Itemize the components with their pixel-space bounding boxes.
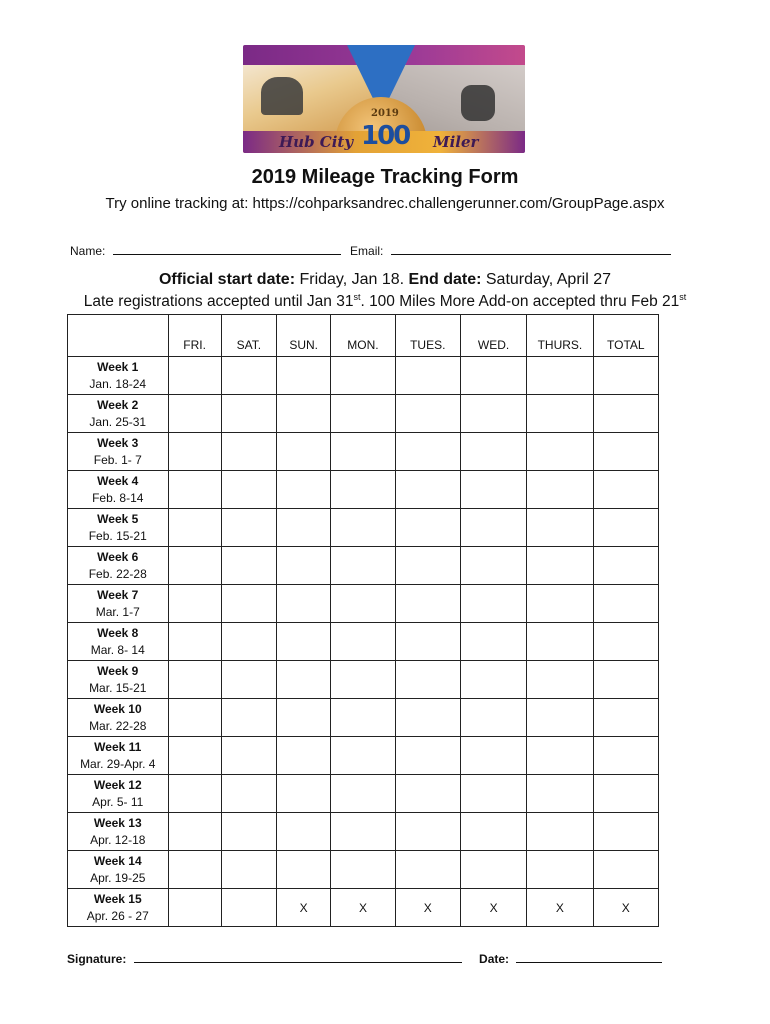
- week-name: Week 11: [94, 739, 142, 754]
- mileage-entry-cell[interactable]: [331, 775, 395, 813]
- mileage-entry-cell[interactable]: [221, 509, 276, 547]
- mileage-entry-cell[interactable]: [395, 775, 460, 813]
- mileage-entry-cell[interactable]: [593, 357, 658, 395]
- table-row: [68, 509, 659, 547]
- week-label-cell: [68, 395, 169, 433]
- week-date-range: Feb. 1- 7: [93, 452, 142, 467]
- mileage-entry-cell[interactable]: [168, 775, 221, 813]
- mileage-entry-cell[interactable]: [395, 661, 460, 699]
- mileage-entry-cell[interactable]: [395, 585, 460, 623]
- week-date-range: Mar. 29-Apr. 4: [80, 756, 156, 771]
- logo-text-hub-city: Hub City: [279, 133, 354, 151]
- mileage-entry-cell[interactable]: [593, 737, 658, 775]
- week-name: Week 14: [93, 853, 142, 868]
- week-label-cell: [68, 547, 169, 585]
- official-dates-line: [0, 271, 770, 289]
- week-label-cell: [68, 433, 169, 471]
- mileage-entry-cell[interactable]: [277, 661, 331, 699]
- week-name: Week 3: [97, 435, 139, 450]
- mileage-entry-cell[interactable]: X: [331, 889, 395, 927]
- mileage-entry-cell[interactable]: [395, 737, 460, 775]
- mileage-entry-cell[interactable]: [460, 699, 526, 737]
- mileage-entry-cell[interactable]: [527, 851, 593, 889]
- mileage-entry-cell[interactable]: [168, 699, 221, 737]
- mileage-entry-cell[interactable]: [527, 547, 593, 585]
- mileage-entry-cell[interactable]: [277, 585, 331, 623]
- week-date-range: Mar. 22-28: [89, 718, 147, 733]
- mileage-entry-cell[interactable]: [277, 357, 331, 395]
- mileage-entry-cell[interactable]: [331, 699, 395, 737]
- week-date-range: Feb. 8-14: [92, 490, 144, 505]
- mileage-entry-cell[interactable]: [277, 471, 331, 509]
- email-field-line[interactable]: [391, 242, 671, 255]
- mileage-entry-cell[interactable]: [460, 813, 526, 851]
- week-label-cell: [68, 585, 169, 623]
- mileage-entry-cell[interactable]: [593, 775, 658, 813]
- column-header: TOTAL: [593, 315, 658, 357]
- contact-fields-row: [70, 242, 671, 258]
- mileage-entry-cell[interactable]: [593, 395, 658, 433]
- mileage-entry-cell[interactable]: [331, 851, 395, 889]
- mileage-entry-cell[interactable]: [168, 623, 221, 661]
- week-name: Week 6: [97, 549, 139, 564]
- mileage-entry-cell[interactable]: [168, 889, 221, 927]
- week-name: Week 10: [93, 701, 142, 716]
- table-row: [68, 547, 659, 585]
- table-row: [68, 737, 659, 775]
- mileage-entry-cell[interactable]: [221, 471, 276, 509]
- email-label: Email:: [350, 244, 384, 258]
- mileage-entry-cell[interactable]: [395, 395, 460, 433]
- table-row: [68, 851, 659, 889]
- mileage-entry-cell[interactable]: [527, 357, 593, 395]
- mileage-entry-cell[interactable]: [168, 547, 221, 585]
- date-line[interactable]: [516, 950, 662, 963]
- mileage-entry-cell[interactable]: [168, 851, 221, 889]
- mileage-entry-cell[interactable]: [527, 699, 593, 737]
- mileage-entry-cell[interactable]: [331, 661, 395, 699]
- mileage-table: [67, 314, 659, 927]
- mileage-entry-cell[interactable]: [277, 775, 331, 813]
- week-label-cell: [68, 813, 169, 851]
- mileage-entry-cell[interactable]: [460, 357, 526, 395]
- week-date-range: Jan. 25-31: [89, 414, 147, 429]
- mileage-entry-cell[interactable]: [221, 547, 276, 585]
- mileage-entry-cell[interactable]: [527, 623, 593, 661]
- mileage-entry-cell[interactable]: [593, 623, 658, 661]
- table-header-row: [68, 315, 659, 357]
- week-label-cell: [68, 357, 169, 395]
- week-date-range: Apr. 12-18: [90, 832, 146, 847]
- week-label-cell: [68, 623, 169, 661]
- mileage-entry-cell[interactable]: [593, 851, 658, 889]
- signature-line[interactable]: [134, 950, 462, 963]
- week-label-cell: [68, 851, 169, 889]
- table-row: [68, 395, 659, 433]
- mileage-entry-cell[interactable]: [395, 471, 460, 509]
- start-date-value: Friday, Jan 18.: [295, 271, 409, 288]
- hub-city-100-miler-logo: [243, 45, 525, 153]
- mileage-entry-cell[interactable]: [527, 395, 593, 433]
- mileage-entry-cell[interactable]: [593, 585, 658, 623]
- mileage-entry-cell[interactable]: [593, 699, 658, 737]
- end-date-label: End date:: [408, 271, 482, 288]
- add-on-text: . 100 Miles More Add-on accepted thru Feb 21: [360, 293, 680, 311]
- logo-text-miler: Miler: [433, 133, 479, 151]
- mileage-entry-cell[interactable]: [168, 433, 221, 471]
- late-registration-text: Late registrations accepted until Jan 31: [83, 293, 354, 311]
- mileage-entry-cell[interactable]: [168, 661, 221, 699]
- mileage-entry-cell[interactable]: [221, 851, 276, 889]
- mileage-entry-cell[interactable]: [460, 737, 526, 775]
- mileage-entry-cell[interactable]: [168, 509, 221, 547]
- table-row: [68, 471, 659, 509]
- mileage-entry-cell[interactable]: [221, 357, 276, 395]
- mileage-entry-cell[interactable]: [395, 623, 460, 661]
- mileage-entry-cell[interactable]: [527, 471, 593, 509]
- mileage-entry-cell[interactable]: [168, 737, 221, 775]
- table-row: [68, 357, 659, 395]
- mileage-entry-cell[interactable]: [460, 623, 526, 661]
- date-label: Date:: [479, 952, 510, 966]
- mileage-entry-cell[interactable]: [593, 509, 658, 547]
- mileage-entry-cell[interactable]: [395, 813, 460, 851]
- week-date-range: Apr. 5- 11: [92, 794, 144, 809]
- table-row: [68, 699, 659, 737]
- mileage-entry-cell[interactable]: [593, 813, 658, 851]
- mileage-entry-cell[interactable]: [331, 737, 395, 775]
- add-on-sup: st: [679, 292, 687, 302]
- end-date-value: Saturday, April 27: [481, 271, 611, 288]
- week-date-range: Feb. 15-21: [88, 528, 147, 543]
- week-label-cell: [68, 737, 169, 775]
- name-field-line[interactable]: [113, 242, 341, 255]
- mileage-entry-cell[interactable]: [527, 775, 593, 813]
- mileage-entry-cell[interactable]: [277, 547, 331, 585]
- week-date-range: Mar. 1-7: [95, 604, 140, 619]
- week-name: Week 15: [93, 891, 142, 906]
- mileage-entry-cell[interactable]: [221, 699, 276, 737]
- mileage-entry-cell[interactable]: [460, 509, 526, 547]
- mileage-entry-cell[interactable]: [395, 851, 460, 889]
- mileage-entry-cell[interactable]: [221, 433, 276, 471]
- start-date-label: Official start date:: [158, 271, 296, 288]
- mileage-entry-cell[interactable]: [277, 433, 331, 471]
- late-registration-sup: st: [353, 292, 361, 302]
- mileage-entry-cell[interactable]: [277, 623, 331, 661]
- mileage-entry-cell[interactable]: [593, 547, 658, 585]
- column-header: MON.: [331, 315, 395, 357]
- mileage-entry-cell[interactable]: [277, 851, 331, 889]
- mileage-entry-cell[interactable]: [331, 623, 395, 661]
- online-tracking-text: Try online tracking at: https://cohparksandrec.challengerunner.com/GroupPage.aspx: [105, 195, 665, 212]
- mileage-entry-cell[interactable]: [460, 775, 526, 813]
- mileage-entry-cell[interactable]: [221, 889, 276, 927]
- table-row: [68, 889, 659, 927]
- name-label: Name:: [70, 244, 106, 258]
- mileage-entry-cell[interactable]: [168, 395, 221, 433]
- logo-running-legs: [461, 85, 495, 121]
- column-header: SUN.: [277, 315, 331, 357]
- week-date-range: Mar. 15-21: [89, 680, 147, 695]
- week-date-range: Jan. 18-24: [89, 376, 147, 391]
- logo-stretching-runner: [261, 77, 303, 115]
- mileage-entry-cell[interactable]: [593, 661, 658, 699]
- week-name: Week 7: [97, 587, 139, 602]
- mileage-entry-cell[interactable]: [460, 471, 526, 509]
- mileage-entry-cell[interactable]: [168, 585, 221, 623]
- column-header: FRI.: [168, 315, 221, 357]
- mileage-entry-cell[interactable]: [527, 661, 593, 699]
- mileage-entry-cell[interactable]: [221, 623, 276, 661]
- logo-text-100: 100: [361, 121, 410, 151]
- logo-year: 2019: [371, 108, 399, 119]
- mileage-entry-cell[interactable]: [527, 813, 593, 851]
- mileage-entry-cell[interactable]: [221, 395, 276, 433]
- mileage-entry-cell[interactable]: [168, 357, 221, 395]
- mileage-entry-cell[interactable]: [277, 737, 331, 775]
- week-name: Week 9: [97, 663, 139, 678]
- mileage-entry-cell[interactable]: [168, 471, 221, 509]
- mileage-entry-cell[interactable]: X: [277, 889, 331, 927]
- mileage-entry-cell[interactable]: [395, 357, 460, 395]
- mileage-entry-cell[interactable]: [460, 547, 526, 585]
- mileage-entry-cell[interactable]: [277, 509, 331, 547]
- week-name: Week 5: [97, 511, 139, 526]
- column-header: WED.: [460, 315, 526, 357]
- mileage-entry-cell[interactable]: X: [395, 889, 460, 927]
- mileage-entry-cell[interactable]: [331, 813, 395, 851]
- mileage-entry-cell[interactable]: X: [527, 889, 593, 927]
- table-row: [68, 775, 659, 813]
- mileage-entry-cell[interactable]: [460, 661, 526, 699]
- mileage-entry-cell[interactable]: [168, 813, 221, 851]
- mileage-entry-cell[interactable]: [527, 737, 593, 775]
- week-label-cell: [68, 509, 169, 547]
- mileage-entry-cell[interactable]: [221, 585, 276, 623]
- late-registration-line: [0, 292, 770, 311]
- mileage-entry-cell[interactable]: [331, 357, 395, 395]
- mileage-entry-cell[interactable]: [527, 433, 593, 471]
- mileage-entry-cell[interactable]: [221, 661, 276, 699]
- week-label-cell: [68, 889, 169, 927]
- week-label-cell: [68, 775, 169, 813]
- mileage-entry-cell[interactable]: [277, 395, 331, 433]
- mileage-entry-cell[interactable]: [593, 433, 658, 471]
- mileage-entry-cell[interactable]: [460, 851, 526, 889]
- week-label-cell: [68, 699, 169, 737]
- mileage-entry-cell[interactable]: [331, 471, 395, 509]
- table-row: [68, 585, 659, 623]
- week-name: Week 1: [97, 359, 139, 374]
- form-title: 2019 Mileage Tracking Form: [251, 166, 519, 188]
- mileage-entry-cell[interactable]: X: [593, 889, 658, 927]
- mileage-entry-cell[interactable]: [460, 585, 526, 623]
- week-name: Week 2: [97, 397, 139, 412]
- mileage-entry-cell[interactable]: [221, 775, 276, 813]
- table-row: [68, 661, 659, 699]
- week-date-range: Apr. 19-25: [90, 870, 146, 885]
- mileage-entry-cell[interactable]: [331, 547, 395, 585]
- mileage-entry-cell[interactable]: [221, 737, 276, 775]
- week-label-cell: [68, 661, 169, 699]
- table-row: [68, 623, 659, 661]
- mileage-entry-cell[interactable]: [395, 699, 460, 737]
- table-row: [68, 433, 659, 471]
- mileage-entry-cell[interactable]: [331, 433, 395, 471]
- mileage-entry-cell[interactable]: [331, 509, 395, 547]
- mileage-entry-cell[interactable]: [460, 433, 526, 471]
- column-header: TUES.: [395, 315, 460, 357]
- mileage-entry-cell[interactable]: X: [460, 889, 526, 927]
- mileage-entry-cell[interactable]: [395, 433, 460, 471]
- mileage-entry-cell[interactable]: [331, 395, 395, 433]
- column-header: SAT.: [221, 315, 276, 357]
- week-name: Week 13: [93, 815, 142, 830]
- mileage-entry-cell[interactable]: [277, 699, 331, 737]
- column-header: THURS.: [527, 315, 593, 357]
- signature-row: [67, 950, 662, 966]
- week-name: Week 8: [97, 625, 139, 640]
- signature-label: Signature:: [67, 952, 127, 966]
- mileage-entry-cell[interactable]: [593, 471, 658, 509]
- mileage-entry-cell[interactable]: [527, 509, 593, 547]
- week-name: Week 4: [97, 473, 139, 488]
- mileage-entry-cell[interactable]: [331, 585, 395, 623]
- table-row: [68, 813, 659, 851]
- corner-header-cell: [68, 315, 169, 357]
- mileage-entry-cell[interactable]: [527, 585, 593, 623]
- week-label-cell: [68, 471, 169, 509]
- week-date-range: Mar. 8- 14: [90, 642, 145, 657]
- week-date-range: Feb. 22-28: [88, 566, 147, 581]
- mileage-entry-cell[interactable]: [277, 813, 331, 851]
- mileage-entry-cell[interactable]: [395, 509, 460, 547]
- week-name: Week 12: [93, 777, 142, 792]
- mileage-entry-cell[interactable]: [221, 813, 276, 851]
- week-date-range: Apr. 26 - 27: [86, 908, 149, 923]
- mileage-entry-cell[interactable]: [395, 547, 460, 585]
- mileage-entry-cell[interactable]: [460, 395, 526, 433]
